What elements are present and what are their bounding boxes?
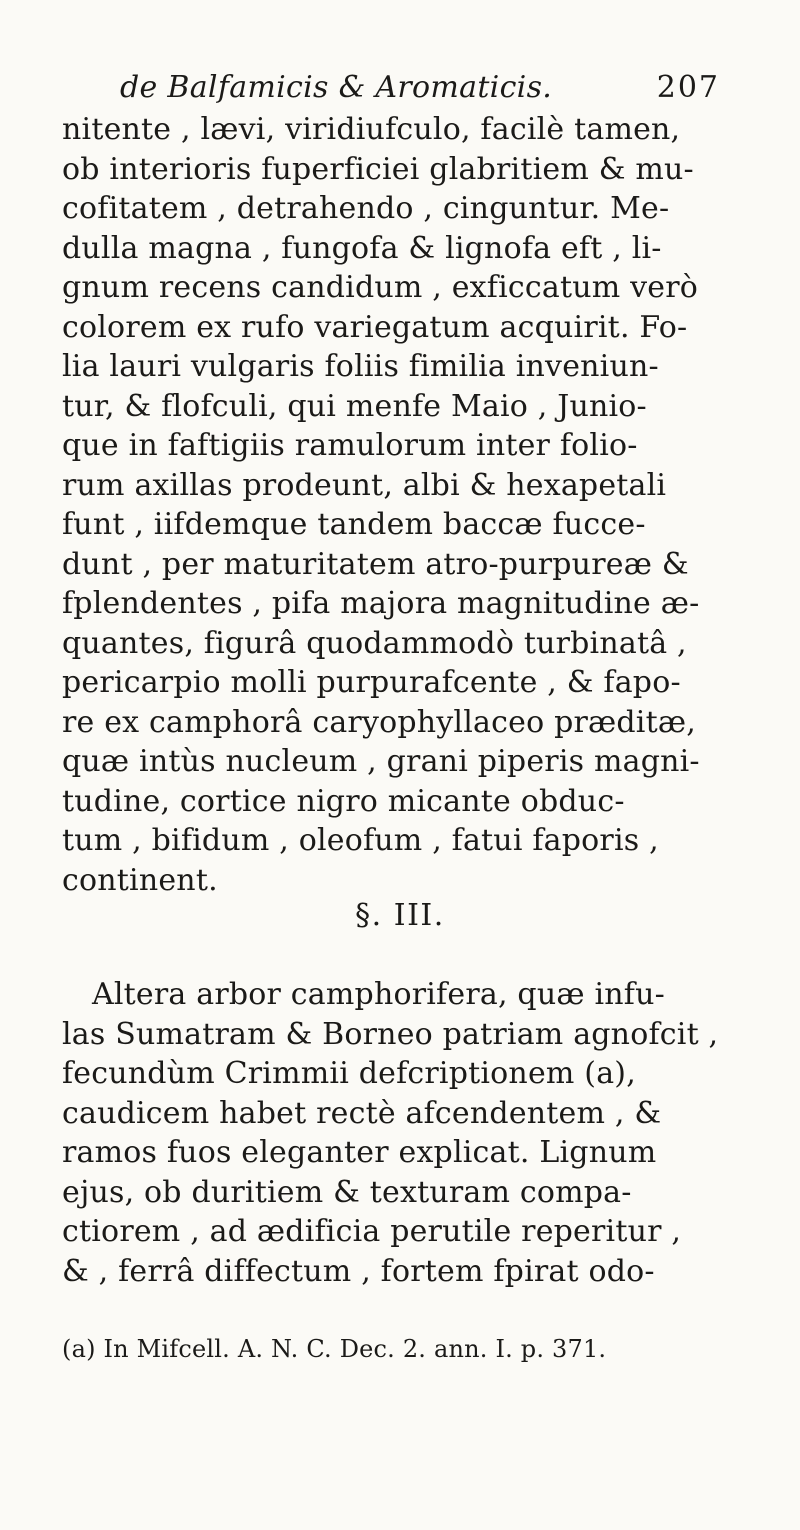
text-line: ctiorem , ad ædificia perutile reperitur , bbox=[62, 1214, 682, 1249]
text-line: re ex camphorâ caryophyllaceo præditæ, bbox=[62, 704, 696, 740]
text-line: fecundùm Crimmii defcriptionem (a), bbox=[62, 1056, 636, 1091]
text-line: quantes, figurâ quodammodò turbinatâ , bbox=[62, 625, 687, 661]
text-line: ob interioris fuperficiei glabritiem & mu- bbox=[62, 151, 694, 187]
text-line: quæ intùs nucleum , grani piperis magni- bbox=[62, 744, 700, 779]
text-line: nitente , lævi, viridiufculo, facilè tamen, bbox=[62, 112, 681, 147]
text-line: que in faftigiis ramulorum inter folio- bbox=[62, 428, 638, 463]
text-line: gnum recens candidum , exficcatum verò bbox=[62, 270, 699, 305]
text-line: las Sumatram & Borneo patriam agnofcit , bbox=[62, 1016, 719, 1052]
running-title: de Balfamicis & Aromaticis. bbox=[120, 70, 553, 105]
text-line: cofitatem , detrahendo , cinguntur. Me- bbox=[62, 191, 670, 226]
text-line: ramos fuos eleganter explicat. Lignum bbox=[62, 1135, 657, 1170]
text-line: tum , bifidum , oleofum , fatui faporis , bbox=[62, 823, 659, 858]
text-line: lia lauri vulgaris foliis fimilia inveniun- bbox=[62, 349, 659, 384]
running-head bbox=[120, 70, 720, 110]
text-line: tudine, cortice nigro micante obduc- bbox=[62, 783, 625, 819]
text-line: ejus, ob duritiem & texturam compa- bbox=[62, 1174, 632, 1210]
text-line: tur, & flofculi, qui menfe Maio , Junio- bbox=[62, 388, 647, 424]
page-number: 207 bbox=[656, 70, 720, 105]
text-line: funt , iifdemque tandem baccæ fucce- bbox=[62, 507, 646, 542]
text-line: & , ferrâ diffectum , fortem fpirat odo- bbox=[62, 1253, 655, 1289]
text-line: colorem ex rufo variegatum acquirit. Fo- bbox=[62, 309, 688, 345]
body-text bbox=[62, 110, 742, 900]
text-line: fplendentes , pifa majora magnitudine æ- bbox=[62, 586, 700, 621]
text-line: dulla magna , fungofa & lignofa eft , li- bbox=[62, 230, 662, 266]
text-line: dunt , per maturitatem atro-purpureæ & bbox=[62, 546, 689, 582]
section-text bbox=[62, 975, 742, 1291]
text-line: Altera arbor camphorifera, quæ infu- bbox=[92, 977, 665, 1012]
text-line: caudicem habet rectè afcendentem , & bbox=[62, 1095, 662, 1131]
section-heading: §. III. bbox=[355, 898, 445, 933]
text-line: pericarpio molli purpurafcente , & fapo- bbox=[62, 665, 681, 700]
text-line: continent. bbox=[62, 862, 218, 898]
footnote: (a) In Mifcell. A. N. C. Dec. 2. ann. I. p. 371. bbox=[62, 1335, 607, 1363]
text-line: rum axillas prodeunt, albi & hexapetali bbox=[62, 467, 667, 503]
